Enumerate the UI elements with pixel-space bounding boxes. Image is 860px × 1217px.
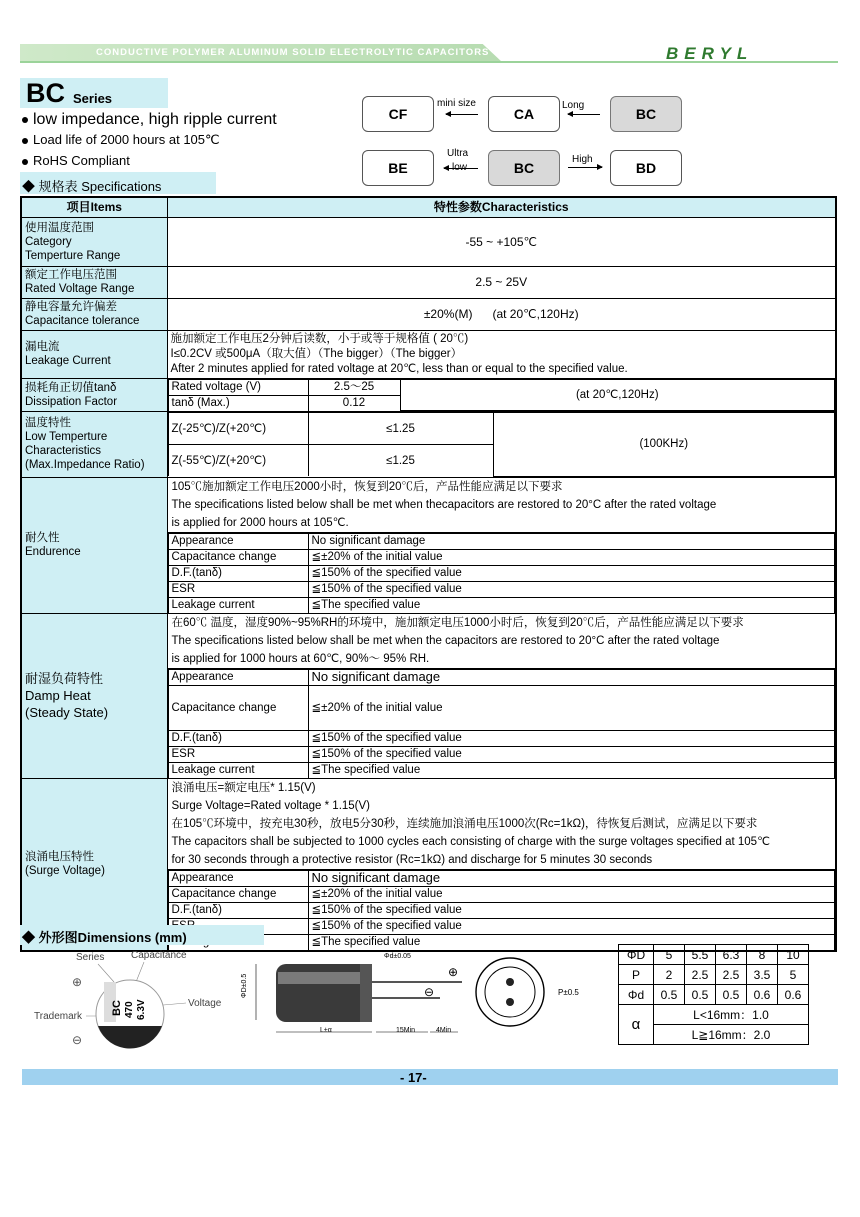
label-voltage: Voltage	[188, 998, 222, 1009]
row-label-surge: 浪涌电压特性 (Surge Voltage)	[21, 778, 167, 951]
bullet-2: Load life of 2000 hours at 105℃	[22, 132, 220, 148]
row-label-df: 损耗角正切值tanδ Dissipation Factor	[21, 378, 167, 412]
col-header-items: 项目Items	[21, 197, 167, 217]
endurance-values: 105℃施加额定工作电压2000小时，恢复到20℃后，产品性能应满足以下要求 The specifications listed below shall be met when thecapacitors are restored to 20°C after the rated voltage is applied for 2000 hours at 105℃. Appearance No significant damage Capacitance change ≦±20% of the initial value D.F.(tanδ) ≦150% of the specified value ESR ≦150% of the specified value Leakage current ≦The specified value	[167, 477, 836, 613]
plus-icon: ⊕	[72, 975, 83, 989]
row-label-damp-heat: 耐湿负荷特性 Damp Heat (Steady State)	[21, 613, 167, 778]
arrow-left-icon	[444, 168, 478, 169]
minus-icon: ⊖	[72, 1033, 83, 1047]
temp-range-value: -55 ~ +105℃	[167, 217, 836, 266]
brand-logo: BERYL	[666, 44, 754, 63]
lead-plus-icon: ⊕	[448, 965, 459, 979]
dimensions-title: ◆ 外形图Dimensions (mm)	[22, 930, 187, 945]
bullet-3: RoHS Compliant	[22, 153, 130, 168]
voltage-range-value: 2.5 ~ 25V	[167, 266, 836, 298]
dimensions-table: ΦD 5 5.5 6.3 8 10 P 2 2.5 2.5 3.5 5 Φd 0.5 0.5 0.5 0.6 0.6 α L<16mm：1.0 L≧16mm：2.0	[618, 944, 809, 1045]
row-label-endurance: 耐久性 Endurence	[21, 477, 167, 613]
capacitor-side-view	[241, 953, 462, 1034]
col-header-characteristics: 特性参数Characteristics	[167, 197, 836, 217]
df-values: Rated voltage (V) 2.5～25 (at 20℃,120Hz) tanδ (Max.) 0.12	[167, 378, 836, 412]
family-box-bd: BD	[610, 150, 682, 186]
capacitor-top-view	[96, 980, 164, 1049]
capacitor-end-view	[476, 958, 579, 1026]
row-label-leakage: 漏电流 Leakage Current	[21, 330, 167, 378]
bullet-1: low impedance, high ripple current	[22, 111, 277, 129]
row-label-voltage: 额定工作电压范围 Rated Voltage Range	[21, 266, 167, 298]
row-label-temp: 使用温度范围 Category Temperture Range	[21, 217, 167, 266]
surge-values: 浪涌电压=额定电压* 1.15(V) Surge Voltage=Rated voltage * 1.15(V) 在105℃环境中，按充电30秒，放电5分30秒，连续施加浪涌电压1000次(Rc=1kΩ)，待恢复后测试，应满足以下要求 The capacitors shall be subjected to 1000 cycles each consisting of charge with the surge voltages specified at 105℃ for 30 seconds through a protective resistor (Rc=1kΩ) and discharge for 5 minutes 30 seconds Appearance No significant damage Capacitance change ≦±20% of the initial value D.F.(tanδ) ≦150% of the specified value ≦150% of the specified value ≦The specified value	[167, 778, 836, 951]
arrow-left-icon	[568, 114, 600, 115]
damp-heat-values: 在60℃ 温度，湿度90%~95%RH的环境中，施加额定电压1000小时后，恢复到20℃后，产品性能应满足以下要求 The specifications listed below shall be met when the capacitors are restored to 20°C after the rated voltage is applied for 1000 hours at 60℃, 90%～ 95% RH. Appearance No significant damage Capacitance change ≦±20% of the initial value D.F.(tanδ) ≦150% of the specified value ESR ≦150% of the specified value Leakage current ≦The specified value	[167, 613, 836, 778]
family-box-be: BE	[362, 150, 434, 186]
family-box-bc-current: BC	[488, 150, 560, 186]
family-box-ca: CA	[488, 96, 560, 132]
dim-4min: 4Min	[436, 1027, 452, 1034]
page-number: - 17-	[400, 1070, 427, 1085]
arrow-left-icon	[446, 114, 478, 115]
low-temp-values: Z(-25℃)/Z(+20℃) ≤1.25 (100KHz) Z(-55℃)/Z(+20℃) ≤1.25	[167, 412, 836, 478]
cap-volt: 6.3V	[136, 999, 147, 1020]
family-box-bc: BC	[610, 96, 682, 132]
arrow-right-icon	[568, 167, 602, 168]
series-code: BC	[26, 78, 65, 108]
lead-minus-icon: ⊖	[424, 985, 435, 999]
dim-phi-d: Φd±0.05	[384, 953, 411, 960]
label-trademark: Trademark	[34, 1011, 82, 1022]
family-label-mini-size: mini size	[437, 98, 476, 109]
capacitance-tolerance-value: ±20%(M) (at 20℃,120Hz)	[167, 298, 836, 330]
family-label-long: Long	[562, 100, 585, 111]
spec-title: ◆ 规格表 Specifications	[22, 179, 162, 194]
leakage-current-value: 施加额定工作电压2分钟后读数，小于或等于规格值 ( 20℃) I≤0.2CV 或500μA（取大值）（The bigger）（The bigger） After 2 minutes applied for rated voltage at 20℃, less than or equal to the specified value.	[167, 330, 836, 378]
dim-15min: 15Min	[396, 1027, 416, 1034]
capacitor-drawing	[20, 946, 600, 1056]
label-series: Series	[76, 952, 105, 963]
row-label-low-temp: 温度特性 Low Temperture Characteristics (Max.Impedance Ratio)	[21, 412, 167, 478]
dim-phi-D: ΦD±0.5	[241, 973, 248, 998]
footer-band	[22, 1069, 838, 1085]
cap-value: 470	[124, 1001, 135, 1018]
header-banner-text: CONDUCTIVE POLYMER ALUMINUM SOLID ELECTROLYTIC CAPACITORS	[96, 47, 490, 58]
series-suffix: Series	[73, 91, 113, 106]
family-label-ultra: Ultra	[447, 148, 469, 159]
dim-L: L±α	[320, 1027, 332, 1034]
family-box-cf: CF	[362, 96, 434, 132]
label-capacitance: Capacitance	[131, 950, 187, 961]
dim-P: P±0.5	[558, 988, 579, 997]
spec-table	[20, 196, 837, 952]
cap-code: BC	[111, 1000, 123, 1016]
family-label-high: High	[572, 154, 593, 165]
row-label-capacitance: 静电容量允许偏差 Capacitance tolerance	[21, 298, 167, 330]
